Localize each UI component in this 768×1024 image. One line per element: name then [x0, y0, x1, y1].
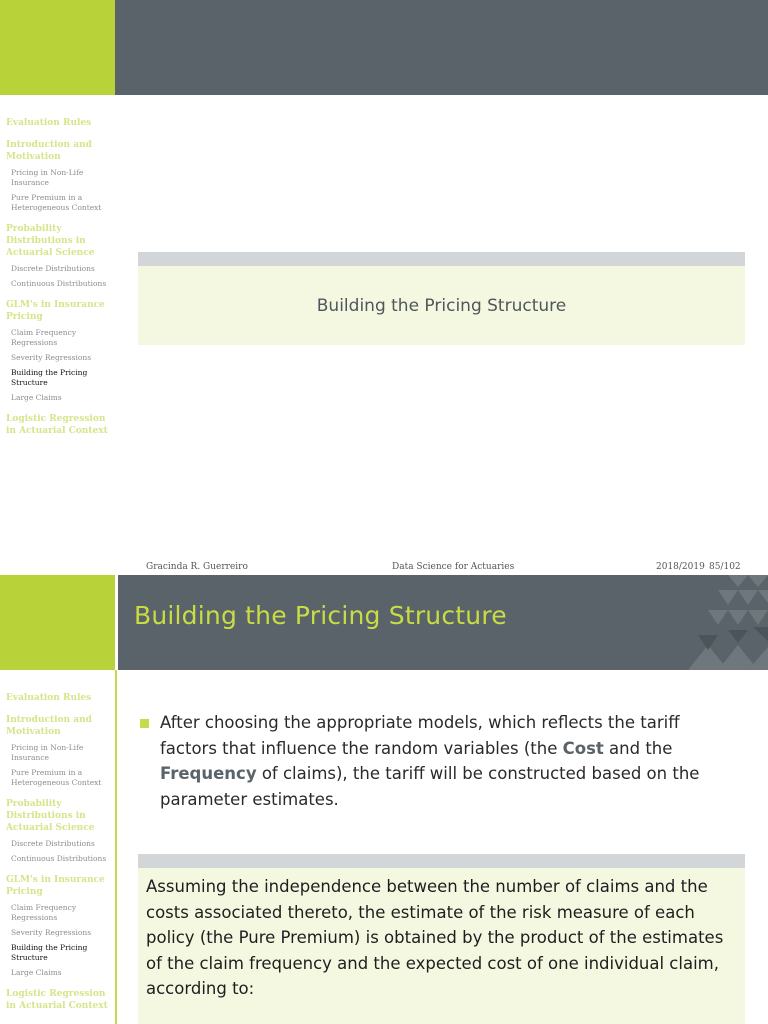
- section-title: Building the Pricing Structure: [138, 266, 745, 345]
- bullet-text-part2: and the: [603, 738, 673, 758]
- header-accent-block: [0, 575, 115, 670]
- triangle-pattern-icon: [658, 575, 768, 670]
- nav-section-logistic-regression[interactable]: Logistic Regression in Actuarial Context: [6, 989, 108, 1011]
- nav-section-probability-distributions[interactable]: Probability Distributions in Actuarial Science: [6, 224, 95, 258]
- bullet-text-part1: After choosing the appropriate models, which reflects the tariff factors that influence the random variables (the: [160, 713, 680, 758]
- nav-sub-pure-premium[interactable]: Pure Premium in a Heterogeneous Context: [11, 768, 102, 787]
- nav-section-introduction[interactable]: Introduction and Motivation: [6, 715, 92, 737]
- nav-sub-large-claims[interactable]: Large Claims: [11, 968, 62, 977]
- keyword-frequency: Frequency: [160, 764, 257, 783]
- bullet-square-icon: [140, 719, 149, 728]
- bullet-item: [140, 710, 740, 812]
- nav-sub-pricing-structure-active[interactable]: Building the Pricing Structure: [11, 368, 88, 387]
- footer: [0, 561, 768, 575]
- header-bar: [115, 0, 768, 95]
- nav-sub-discrete-distributions[interactable]: Discrete Distributions: [11, 839, 95, 848]
- nav-sub-pricing-structure-active[interactable]: Building the Pricing Structure: [11, 943, 88, 962]
- footer-page-number: 85/102: [709, 562, 741, 572]
- nav-sub-discrete-distributions[interactable]: Discrete Distributions: [11, 264, 95, 273]
- nav-section-glms[interactable]: GLM's in Insurance Pricing: [6, 300, 105, 322]
- definition-block: [138, 854, 745, 1024]
- nav-section-evaluation-rules[interactable]: Evaluation Rules: [6, 693, 92, 703]
- nav-sub-severity[interactable]: Severity Regressions: [11, 928, 92, 937]
- sidebar-navigation: [0, 95, 115, 437]
- frame-title: Building the Pricing Structure: [134, 601, 507, 630]
- keyword-cost: Cost: [562, 738, 604, 758]
- nav-sub-large-claims[interactable]: Large Claims: [11, 393, 62, 402]
- nav-section-probability-distributions[interactable]: Probability Distributions in Actuarial Science: [6, 799, 95, 833]
- nav-sub-continuous-distributions[interactable]: Continuous Distributions: [11, 854, 107, 863]
- nav-section-introduction[interactable]: Introduction and Motivation: [6, 140, 92, 162]
- nav-sub-continuous-distributions[interactable]: Continuous Distributions: [11, 279, 107, 288]
- nav-sub-claim-frequency[interactable]: Claim Frequency Regressions: [11, 903, 77, 922]
- nav-section-evaluation-rules[interactable]: Evaluation Rules: [6, 118, 92, 128]
- nav-list: [0, 692, 115, 1012]
- nav-sub-severity[interactable]: Severity Regressions: [11, 353, 92, 362]
- nav-sub-pure-premium[interactable]: Pure Premium in a Heterogeneous Context: [11, 193, 102, 212]
- sidebar-navigation: [0, 670, 117, 1024]
- definition-block-bar: [138, 854, 745, 868]
- bullet-text-part3: of claims), the tariff will be constructed based on the parameter estimates.: [160, 764, 700, 809]
- section-title-box: [138, 252, 745, 345]
- nav-sub-pricing-non-life[interactable]: Pricing in Non-Life Insurance: [11, 168, 84, 187]
- nav-sub-claim-frequency[interactable]: Claim Frequency Regressions: [11, 328, 77, 347]
- nav-list: [0, 117, 115, 437]
- footer-author: Gracinda R. Guerreiro: [146, 562, 248, 572]
- definition-block-text: Assuming the independence between the number of claims and the costs associated thereto, the estimate of the risk measure of each policy (the Pure Premium) is obtained by the product of the estimates of the claim frequency and the expected cost of one individual claim, according to:: [138, 868, 745, 1024]
- slide-content-page: [0, 575, 768, 1024]
- nav-section-logistic-regression[interactable]: Logistic Regression in Actuarial Context: [6, 414, 108, 436]
- header-accent-block: [0, 0, 115, 95]
- bullet-text: [160, 710, 740, 812]
- footer-year: 2018/2019: [656, 562, 705, 572]
- nav-section-glms[interactable]: GLM's in Insurance Pricing: [6, 875, 105, 897]
- section-title-bar: [138, 252, 745, 266]
- footer-course: Data Science for Actuaries: [392, 562, 515, 572]
- nav-sub-pricing-non-life[interactable]: Pricing in Non-Life Insurance: [11, 743, 84, 762]
